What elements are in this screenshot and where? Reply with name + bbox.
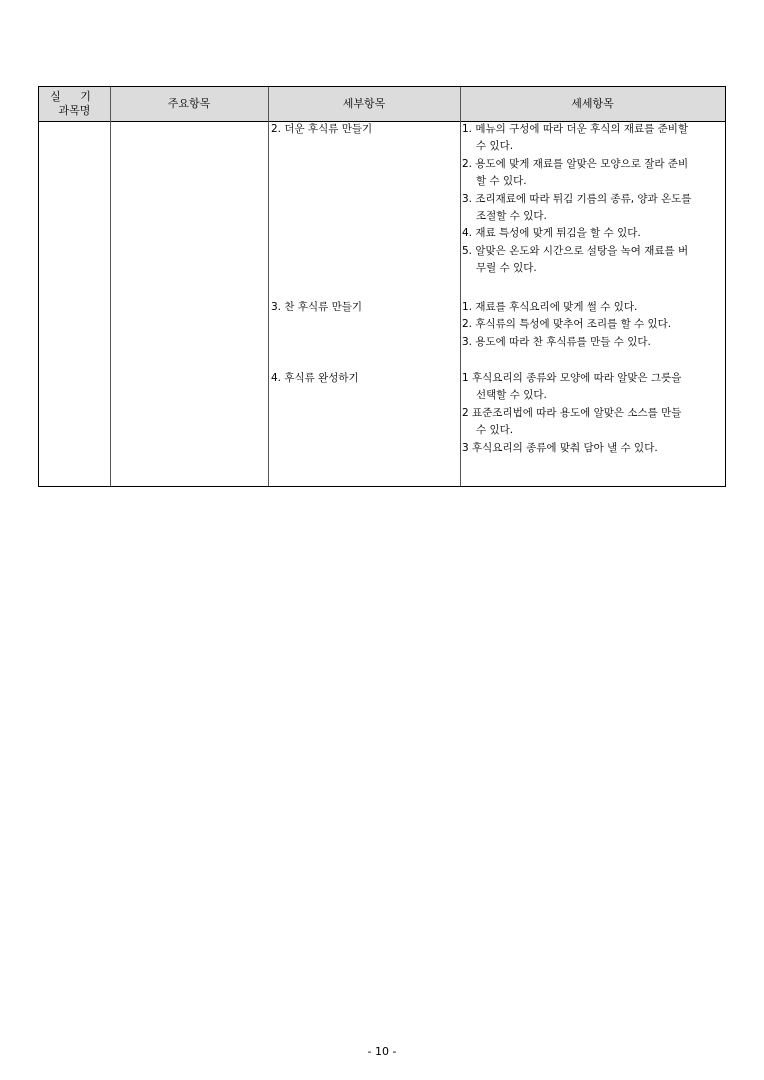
detail-item: 4. 후식류 완성하기 <box>271 372 359 384</box>
subdetail-list <box>462 370 681 457</box>
header-main-item: 주요항목 <box>167 97 211 110</box>
subdetail-line: 1 후식요리의 종류와 모양에 따라 알맞은 그릇을 <box>462 372 682 384</box>
header-subject-line1: 실 기 <box>50 90 99 103</box>
subdetail-line: 2. 후식류의 특성에 맞추어 조리를 할 수 있다. <box>462 318 672 331</box>
subdetail-line: 3. 용도에 따라 찬 후식류를 만들 수 있다. <box>462 335 651 348</box>
subdetail-line: 수 있다. <box>476 424 514 437</box>
subdetail-list <box>462 299 671 351</box>
subdetail-line: 무릴 수 있다. <box>476 262 537 275</box>
column-divider <box>460 87 461 486</box>
subdetail-line: 수 있다. <box>476 140 514 153</box>
subdetail-line: 3. 조리재료에 따라 튀김 기름의 종류, 양과 온도를 <box>462 192 692 205</box>
detail-item: 3. 찬 후식류 만들기 <box>271 301 363 313</box>
header-subject <box>39 87 110 121</box>
subdetail-line: 조절할 수 있다. <box>476 210 547 223</box>
subdetail-line: 선택할 수 있다. <box>476 389 547 402</box>
subdetail-line: 2 표준조리법에 따라 용도에 알맞은 소스를 만들 <box>462 406 682 419</box>
subdetail-line: 4. 재료 특성에 맞게 튀김을 할 수 있다. <box>462 227 641 240</box>
header-subject-line2: 과목명 <box>58 104 91 117</box>
column-divider <box>268 87 269 486</box>
header-subdetail-item: 세세항목 <box>571 97 614 110</box>
subdetail-line: 5. 알맞은 온도와 시간으로 설탕을 녹여 재료를 버 <box>462 244 689 257</box>
subdetail-line: 할 수 있다. <box>476 175 527 188</box>
detail-item: 2. 더운 후식류 만들기 <box>271 123 373 135</box>
subdetail-line: 1. 메뉴의 구성에 따라 더운 후식의 재료를 준비할 <box>462 123 689 135</box>
page-number: - 10 - <box>367 1045 397 1058</box>
subdetail-line: 2. 용도에 맞게 재료를 알맞은 모양으로 잘라 준비 <box>462 157 689 170</box>
column-divider <box>110 87 111 486</box>
subdetail-list <box>462 121 691 278</box>
subdetail-line: 1. 재료를 후식요리에 맞게 썰 수 있다. <box>462 301 638 313</box>
curriculum-table <box>38 86 726 487</box>
subdetail-line: 3 후식요리의 종류에 맞춰 담아 낼 수 있다. <box>462 441 658 454</box>
header-detail-item: 세부항목 <box>342 97 386 110</box>
